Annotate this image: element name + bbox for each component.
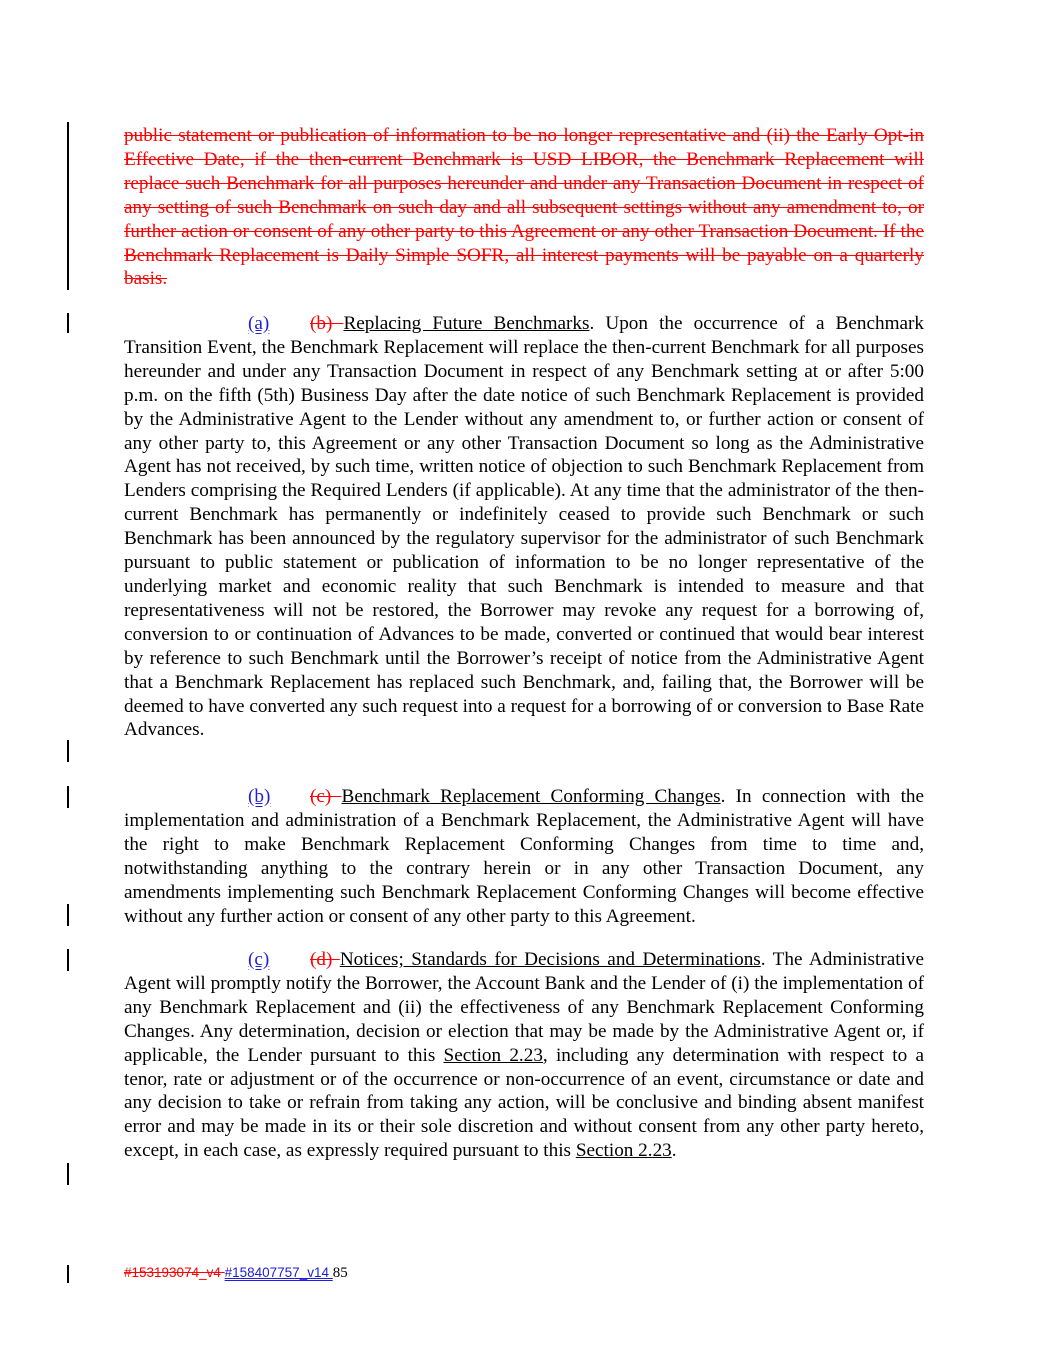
section-body: . Upon the occurrence of a Benchmark Transition Event, the Benchmark Replacement will replace the then-current Benchmark for all purposes hereunder and under any Transaction Document in respect of any Benchmark setting at or after 5:00 p.m. on the fifth (5th) Business Day after the date notice of such Benchmark Replacement is provided by the Administrative Agent to the Lender without any amendment to, or further action or consent of any other party to, this Agreement or any other Transaction Document so long as the Administrative Agent has not received, by such time, written notice of objection to such Benchmark Replacement from Lenders comprising the Required Lenders (if applicable). At any time that the administrator of the then-current Benchmark has permanently or indefinitely ceased to provide such Benchmark or such Benchmark has been announced by the regulatory supervisor for the administrator of such Benchmark pursuant to public statement or publication of information to be no longer representative of the underlying market and economic reality that such Benchmark is intended to measure and that representativeness will not be restored, the Borrower may revoke any request for a borrowing of, conversion to or continuation of Advances to be made, converted or continued that would bear interest by reference to such Benchmark until the Borrower’s receipt of notice from the Administrative Agent that a Benchmark Replacement has replaced such Benchmark, and, failing that, the Borrower will be deemed to have converted any such request into a request for a borrowing of or conversion to Base Rate Advances. [124, 313, 925, 741]
deleted-section-number: (d) [310, 949, 340, 970]
change-bar [67, 786, 69, 808]
section-body: . [671, 1140, 677, 1162]
section-reference-link[interactable]: Section 2.23 [575, 1140, 672, 1162]
change-bar [67, 904, 69, 926]
section-reference-link[interactable]: Section 2.23 [443, 1044, 543, 1066]
inserted-section-number: (a) [248, 313, 270, 334]
inserted-section-number: (c) [248, 949, 270, 970]
change-bar [67, 949, 69, 971]
page-number: 85 [332, 1265, 348, 1281]
change-bar [67, 1163, 69, 1185]
inserted-section-number: (b) [248, 786, 271, 807]
section-heading: Benchmark Replacement Conforming Changes [341, 786, 721, 807]
section-body: , including any determination with respect to a tenor, rate or adjustment or of the occurrence or non-occurrence of an event, circumstance or date and any decision to take or refrain from taking any action, will be conclusive and binding absent manifest error and may be made in its or their sole discretion and without consent from any other party hereto, except, in each case, as expressly required pursuant to this [124, 1044, 924, 1162]
section-heading: Replacing Future Benchmarks [343, 313, 590, 334]
change-bar [67, 1265, 69, 1283]
change-bar [67, 313, 69, 333]
section-c-paragraph [124, 948, 924, 1163]
section-a-paragraph [124, 312, 924, 742]
deleted-paragraph: public statement or publication of information to be no longer representative and (ii) the Early Opt-in Effective Date, if the then-current Benchmark is USD LIBOR, the Benchmark Replacement will replace such Benchmark for all purposes hereunder and under any Transaction Document in respect of any setting of such Benchmark on such day and all subsequent settings without any amendment to, or further action or consent of any other party to this Agreement or any other Transaction Document. If the Benchmark Replacement is Daily Simple SOFR, all interest payments will be payable on a quarterly basis. [124, 125, 924, 290]
inserted-doc-id: #158407757_v14 [224, 1265, 333, 1280]
section-b-paragraph [124, 785, 924, 928]
deleted-doc-id: #153193074_v4 [124, 1265, 225, 1280]
deleted-section-number: (b) [310, 313, 344, 334]
page-footer [124, 1265, 348, 1281]
section-heading: Notices; Standards for Decisions and Determinations [339, 949, 761, 970]
section-body: . In connection with the implementation and administration of a Benchmark Replacement, the Administrative Agent will have the right to make Benchmark Replacement Conforming Changes from time to time and, notwithstanding anything to the contrary herein or in any other Transaction Document, any amendments implementing such Benchmark Replacement Conforming Changes will become effective without any further action or consent of any other party to this Agreement. [124, 786, 925, 927]
change-bar [67, 122, 69, 290]
change-bar [67, 740, 69, 762]
section-body: . The Administrative Agent will promptly notify the Borrower, the Account Bank and the Lender of (i) the implementation of any Benchmark Replacement and (ii) the effectiveness of any Benchmark Replacement Conforming Changes. Any determination, decision or election that may be made by the Administrative Agent or, if applicable, the Lender pursuant to this [124, 949, 924, 1066]
deleted-section-number: (c) [310, 786, 342, 807]
